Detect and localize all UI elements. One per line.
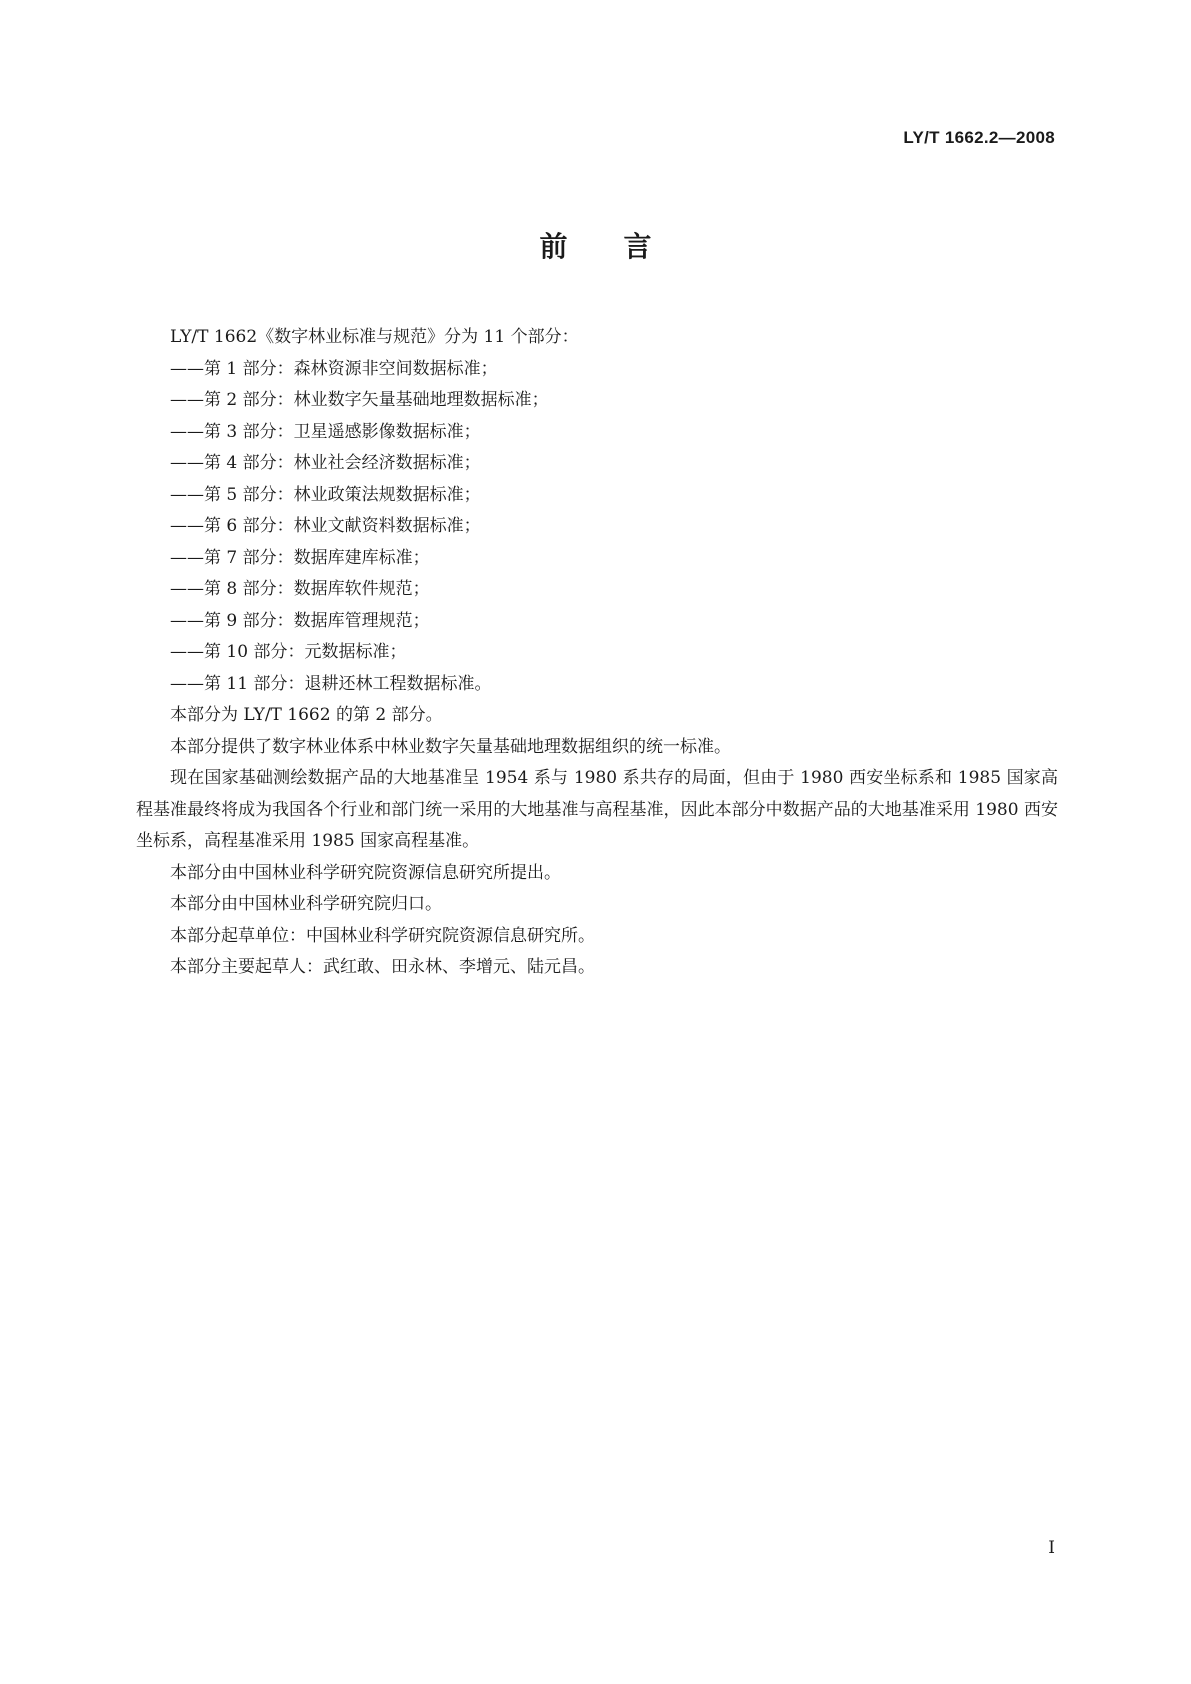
list-item: ——第 9 部分：数据库管理规范； <box>170 610 430 631</box>
parts-list <box>136 354 1058 701</box>
standard-code: LY/T 1662.2—2008 <box>903 128 1055 147</box>
paragraph: 现在国家基础测绘数据产品的大地基准呈 1954 系与 1980 系共存的局面，但由于 1980 西安坐标系和 1985 国家高程基准最终将成为我国各个行业和部门统一采用的大地基准与高程基准，因此本部分中数据产品的大地基准采用 1980 西安坐标系，高程基准采用 1985 国家高程基准。 <box>136 768 1058 851</box>
list-item: ——第 4 部分：林业社会经济数据标准； <box>170 453 481 473</box>
intro-paragraph: LY/T 1662《数字林业标准与规范》分为 11 个部分： <box>170 327 579 347</box>
paragraph: 本部分主要起草人：武红敢、田永林、李增元、陆元昌。 <box>170 957 595 977</box>
list-item: ——第 6 部分：林业文献资料数据标准； <box>170 516 481 536</box>
paragraph: 本部分由中国林业科学研究院归口。 <box>170 894 442 914</box>
list-item: ——第 3 部分：卫星遥感影像数据标准； <box>170 421 481 442</box>
page-number: I <box>1048 1538 1055 1558</box>
paragraph: 本部分起草单位：中国林业科学研究院资源信息研究所。 <box>170 925 595 946</box>
list-item: ——第 5 部分：林业政策法规数据标准； <box>170 484 481 505</box>
list-item: ——第 8 部分：数据库软件规范； <box>170 579 430 599</box>
list-item: ——第 2 部分：林业数字矢量基础地理数据标准； <box>170 390 549 410</box>
document-body <box>136 322 1058 984</box>
paragraph: 本部分提供了数字林业体系中林业数字矢量基础地理数据组织的统一标准。 <box>170 736 731 757</box>
paragraph: 本部分由中国林业科学研究院资源信息研究所提出。 <box>170 862 561 883</box>
list-item: ——第 1 部分：森林资源非空间数据标准； <box>170 358 498 379</box>
list-item: ——第 7 部分：数据库建库标准； <box>170 547 430 568</box>
list-item: ——第 10 部分：元数据标准； <box>170 642 407 662</box>
paragraph: 本部分为 LY/T 1662 的第 2 部分。 <box>170 705 443 725</box>
page-title: 前言 <box>539 230 708 263</box>
list-item: ——第 11 部分：退耕还林工程数据标准。 <box>170 673 492 694</box>
